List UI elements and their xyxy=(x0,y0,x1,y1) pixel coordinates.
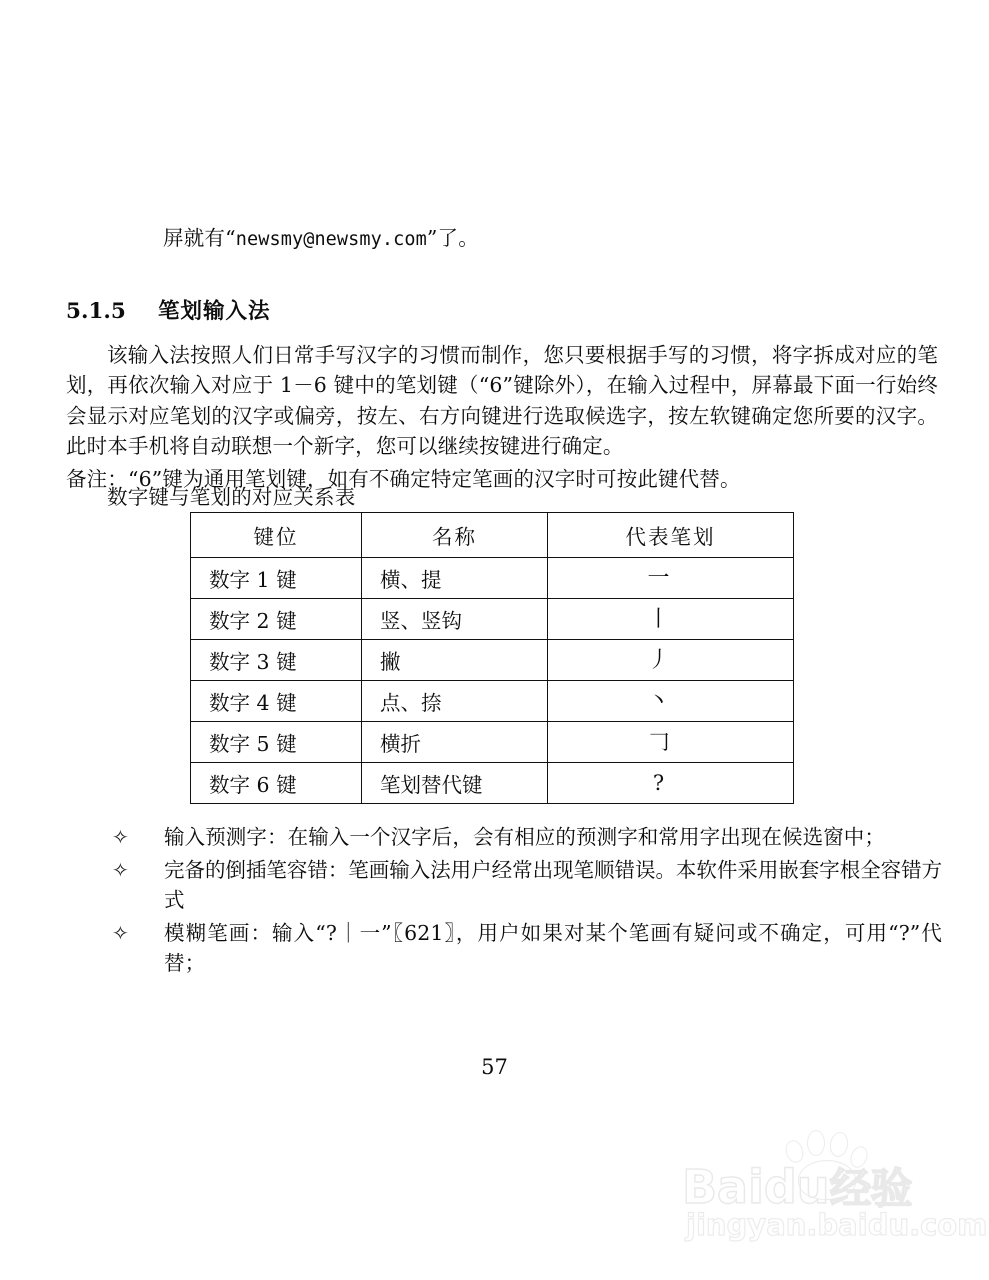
stroke-glyph-pie: 丿 xyxy=(647,648,670,673)
diamond-bullet-icon: ✧ xyxy=(112,920,129,945)
table-row xyxy=(191,722,794,763)
list-item xyxy=(112,822,942,853)
table-header-row xyxy=(191,513,794,558)
cell-key: 数字 3 键 xyxy=(191,640,362,681)
note-paragraph: 备注：“6”键为通用笔划键，如有不确定特定笔画的汉字时可按此键代替。 xyxy=(66,466,741,491)
paw-print-icon xyxy=(780,1128,876,1202)
watermark xyxy=(676,1128,988,1250)
cell-name: 横、提 xyxy=(362,558,548,599)
watermark-brand-en: Baidu xyxy=(682,1160,830,1214)
cell-stroke xyxy=(548,599,794,640)
watermark-brand-cn: 经验 xyxy=(829,1164,912,1213)
stroke-glyph-shu: 丨 xyxy=(647,607,670,632)
cell-name: 撇 xyxy=(362,640,548,681)
cell-key: 数字 5 键 xyxy=(191,722,362,763)
table-row xyxy=(191,558,794,599)
list-item xyxy=(112,855,942,916)
cell-key: 数字 4 键 xyxy=(191,681,362,722)
section-title: 笔划输入法 xyxy=(158,298,271,324)
cell-stroke xyxy=(548,763,794,804)
stroke-mapping-table xyxy=(190,512,794,804)
stroke-glyph-dian: 丶 xyxy=(647,689,670,714)
list-item-text: 模糊笔画：输入“?｜一”〖621〗，用户如果对某个笔画有疑问或不确定，可用“?”代替； xyxy=(164,920,942,975)
cell-stroke xyxy=(548,640,794,681)
table-caption: 数字键与笔划的对应关系表 xyxy=(107,485,356,509)
table-row xyxy=(191,763,794,804)
list-item-text: 输入预测字：在输入一个汉字后，会有相应的预测字和常用字出现在候选窗中； xyxy=(164,825,885,849)
table-body xyxy=(191,558,794,804)
feature-bullet-list xyxy=(112,822,942,981)
page-number: 57 xyxy=(481,1055,508,1079)
diamond-bullet-icon: ✧ xyxy=(112,825,129,849)
watermark-url: jingyan.baidu.com xyxy=(686,1208,988,1242)
stroke-glyph-wildcard: ? xyxy=(652,771,665,795)
column-header-key: 键位 xyxy=(191,513,362,558)
body-paragraph: 该输入法按照人们日常手写汉字的习惯而制作，您只要根据手写的习惯，将字拆成对应的笔划，再依次输入对应于 1－6 键中的笔划键（“6”键除外），在输入过程中，屏幕最下面一行始终会显示对应笔划的汉字或偏旁，按左、右方向键进行选取候选字，按左软键确定您所要的汉字。此时本手机将自动联想一个新字，您可以继续按键进行确定。 xyxy=(66,342,938,458)
cell-key: 数字 1 键 xyxy=(191,558,362,599)
section-heading xyxy=(66,297,271,327)
cell-name: 点、捺 xyxy=(362,681,548,722)
intro-prefix: 屏就有“ xyxy=(163,226,236,250)
watermark-brand xyxy=(682,1156,912,1216)
cell-name: 笔划替代键 xyxy=(362,763,548,804)
table-row xyxy=(191,681,794,722)
stroke-glyph-hengzhe: 𠃌 xyxy=(647,730,670,755)
cell-stroke xyxy=(548,722,794,763)
cell-key: 数字 2 键 xyxy=(191,599,362,640)
table-header xyxy=(191,513,794,558)
cell-stroke xyxy=(548,558,794,599)
list-item xyxy=(112,918,942,979)
section-number: 5.1.5 xyxy=(66,298,126,324)
diamond-bullet-icon: ✧ xyxy=(112,857,129,882)
list-item-text: 完备的倒插笔容错：笔画输入法用户经常出现笔顺错误。本软件采用嵌套字根全容错方式 xyxy=(164,857,942,912)
table-row xyxy=(191,640,794,681)
cell-name: 竖、竖钩 xyxy=(362,599,548,640)
cell-name: 横折 xyxy=(362,722,548,763)
table-row xyxy=(191,599,794,640)
intro-suffix: ”了。 xyxy=(426,226,479,250)
stroke-glyph-heng: 一 xyxy=(647,566,670,591)
cell-key: 数字 6 键 xyxy=(191,763,362,804)
cell-stroke xyxy=(548,681,794,722)
column-header-stroke: 代表笔划 xyxy=(548,513,794,558)
column-header-name: 名称 xyxy=(362,513,548,558)
email-address: newsmy@newsmy.com xyxy=(235,229,427,250)
intro-text-line xyxy=(163,223,479,255)
